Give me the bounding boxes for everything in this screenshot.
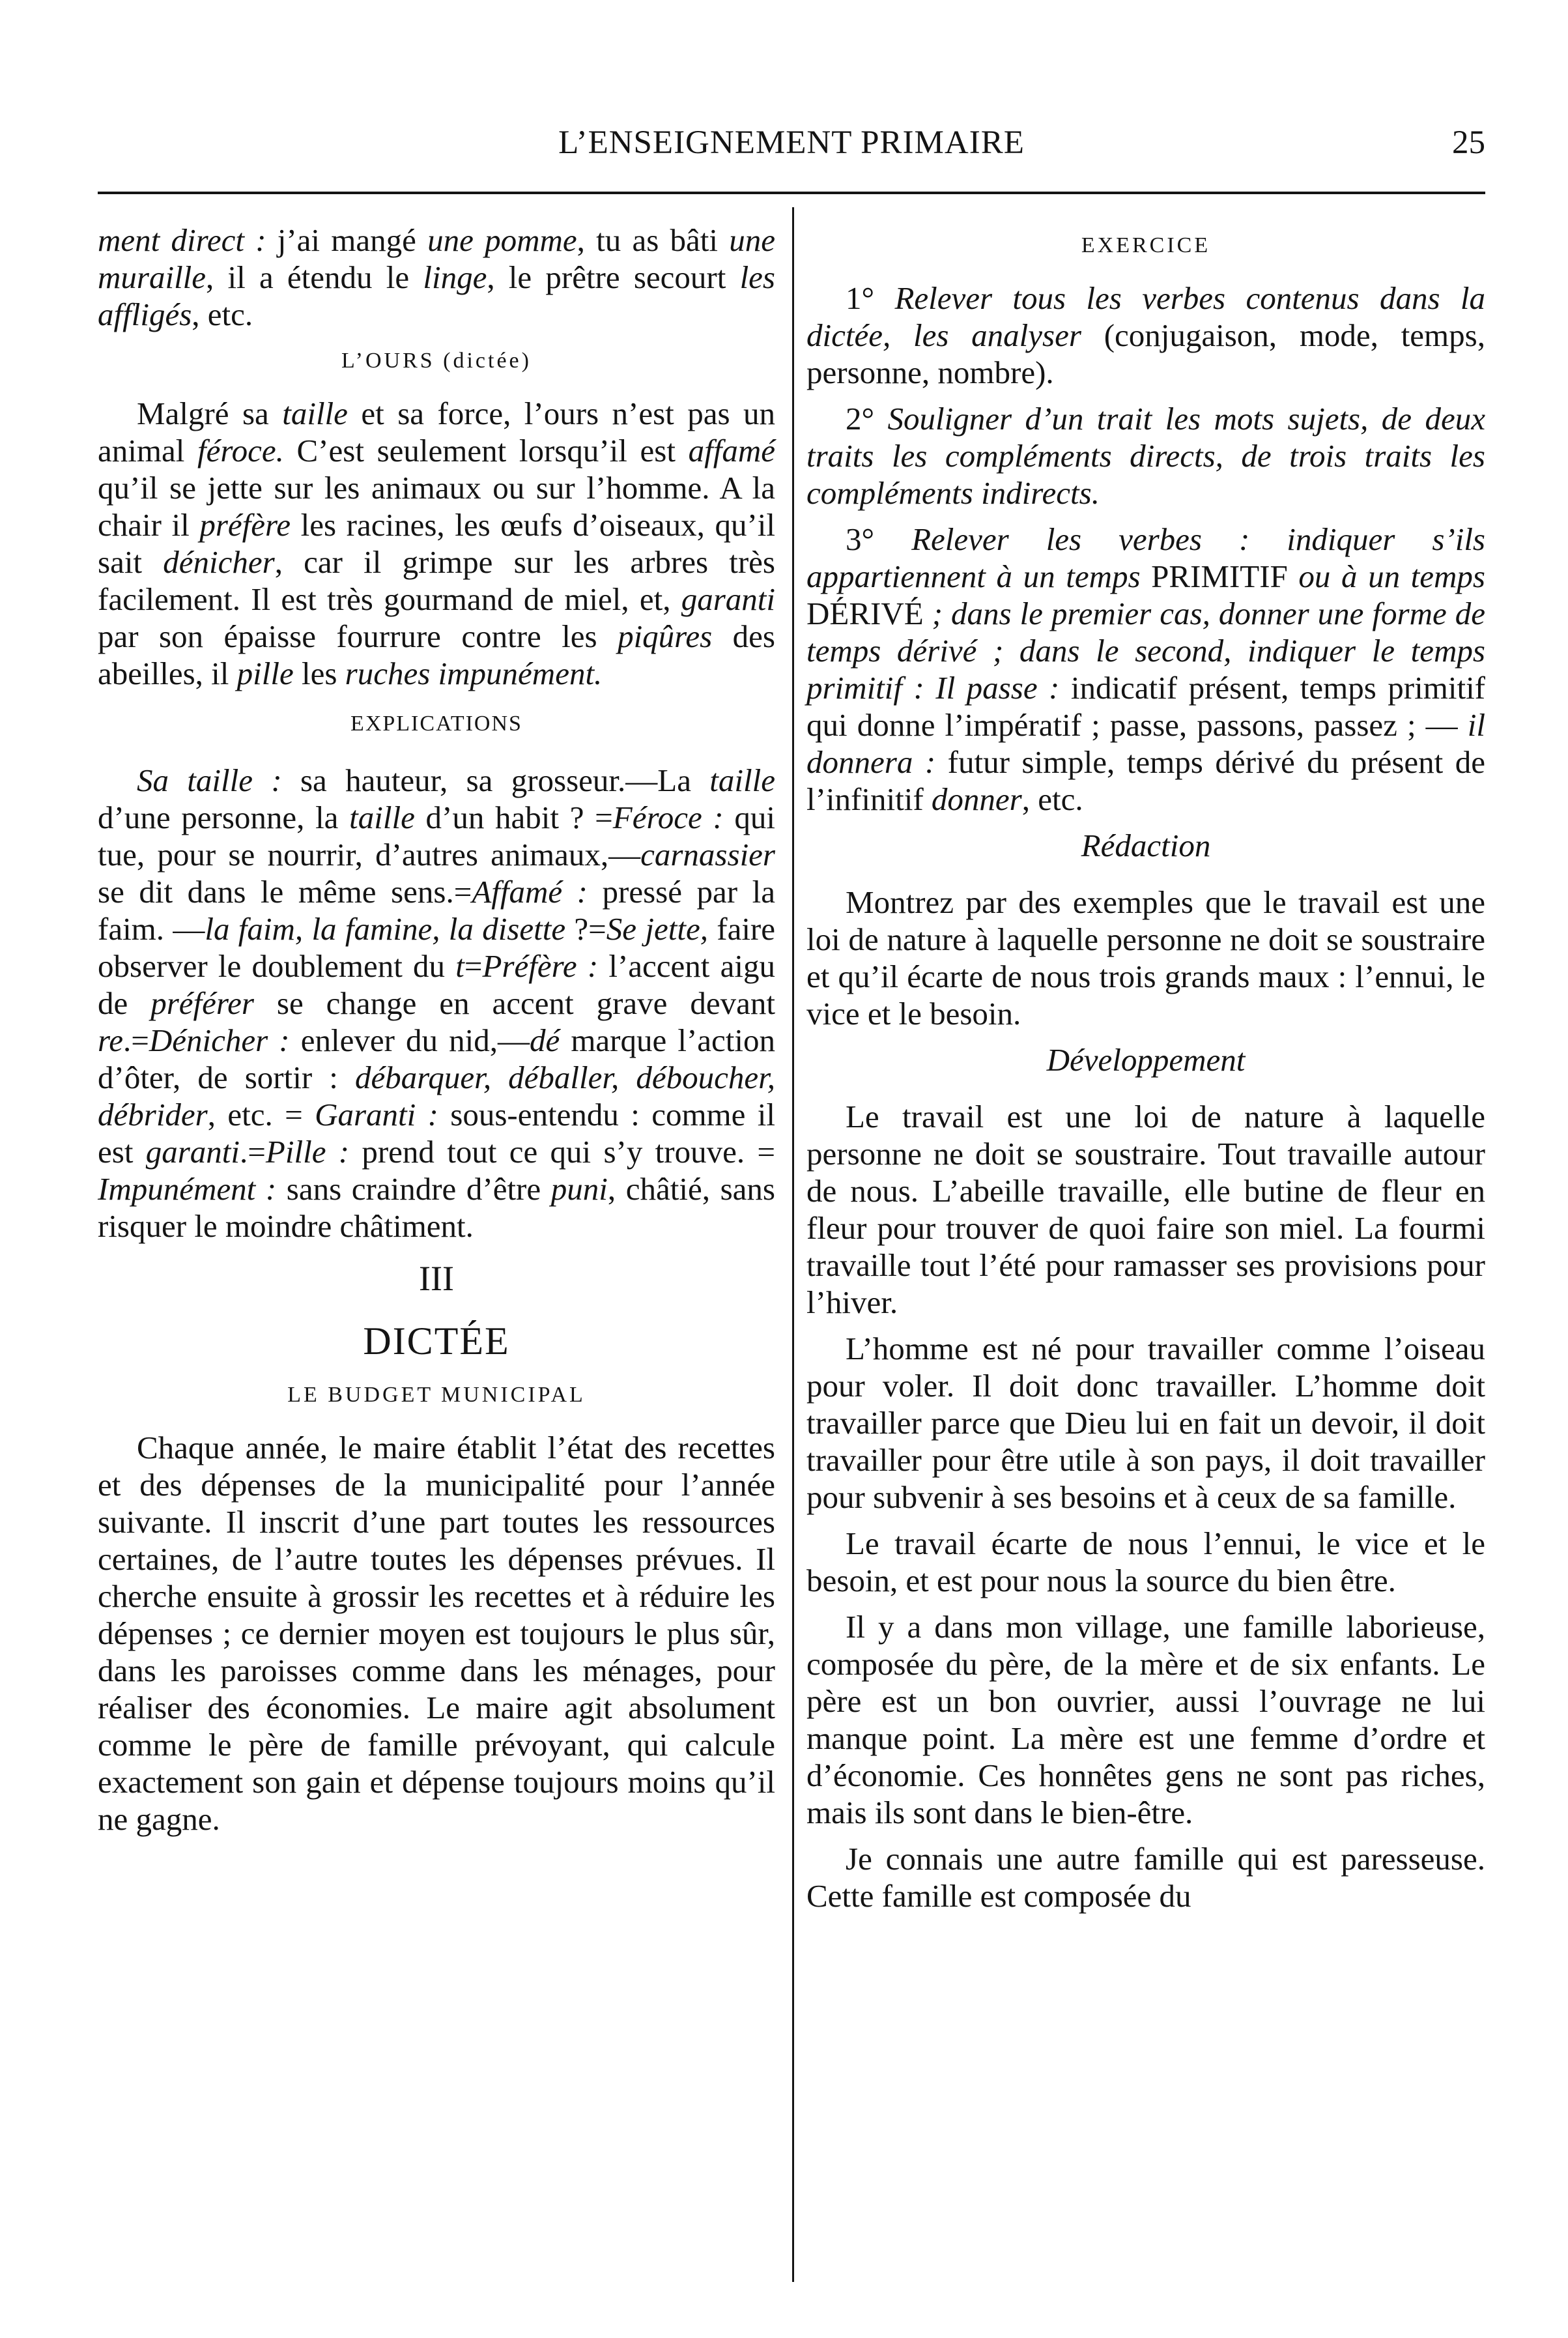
italic-text-run: Relever les verbes : indiquer s’ils appartiennent à un temps bbox=[806, 521, 1485, 594]
text-run: Malgré sa bbox=[137, 396, 283, 431]
italic-text-run: préfère bbox=[199, 507, 291, 543]
dictee-title: DICTÉE bbox=[363, 1320, 510, 1363]
italic-text-run: pille bbox=[236, 656, 294, 691]
section-number: III bbox=[419, 1259, 454, 1298]
italic-text-run: affamé bbox=[688, 433, 775, 469]
text-run: par son épaisse fourrure contre les bbox=[98, 618, 618, 654]
text-run: des abeilles, il bbox=[98, 618, 775, 691]
italic-text-run: taille bbox=[709, 762, 775, 798]
text-run: d’un habit ? = bbox=[414, 800, 613, 835]
text-run: marque l’action d’ôter, de sortir : bbox=[98, 1022, 775, 1095]
italic-text-run: la faim, la famine, la disette bbox=[205, 911, 566, 947]
text-run: , etc. bbox=[1021, 781, 1083, 817]
italic-text-run: piqûres bbox=[618, 618, 713, 654]
text-run: = bbox=[464, 948, 483, 984]
exercise-item-1 bbox=[806, 280, 1485, 391]
text-run: enlever du nid,— bbox=[289, 1022, 530, 1058]
text-run: futur simple, temps dérivé du présent de l’infinitif bbox=[806, 744, 1485, 817]
italic-text-run: Affamé : bbox=[472, 874, 588, 910]
italic-text-run: taille bbox=[349, 800, 415, 835]
italic-text-run: il donnera : bbox=[806, 707, 1485, 780]
italic-text-run: féroce. bbox=[197, 433, 284, 469]
section-heading-exercice: EXERCICE bbox=[1081, 233, 1211, 257]
italic-text-run: ruches impunément. bbox=[345, 656, 603, 691]
page-number: 25 bbox=[1452, 124, 1485, 161]
text-run: PRIMITIF bbox=[1151, 558, 1288, 594]
developpement-paragraph-5: Je connais une autre famille qui est paresseuse. Cette famille est composée du bbox=[806, 1841, 1485, 1914]
italic-text-run: Se jette, bbox=[606, 911, 708, 947]
left-column bbox=[98, 222, 775, 1847]
developpement-paragraph-2: L’homme est né pour travailler comme l’oiseau pour voler. Il doit donc travailler. L’homme doit travailler parce que Dieu lui en fait un devoir, il doit travailler pour être utile à son pays, il doit travailler pour subvenir à ses besoins et à ceux de sa famille. bbox=[806, 1331, 1485, 1515]
text-run: , tu as bâti bbox=[577, 222, 730, 258]
text-run: , etc. = bbox=[207, 1097, 315, 1133]
text-run: , le prêtre secourt bbox=[487, 259, 740, 295]
text-run: l’accent aigu de bbox=[98, 948, 775, 1021]
italic-text-run: Souligner d’un trait les mots sujets, de deux traits les compléments directs, de trois traits les compléments indirects. bbox=[806, 401, 1485, 511]
italic-text-run: Dénicher : bbox=[149, 1022, 290, 1058]
italic-text-run: linge bbox=[423, 259, 487, 295]
text-run: , il a étendu le bbox=[206, 259, 423, 295]
redaction-paragraph: Montrez par des exemples que le travail est une loi de nature à laquelle personne ne doit se soustraire et qu’il écarte de nous trois grands maux : l’ennui, le vice et le besoin. bbox=[806, 884, 1485, 1032]
text-run: d’une personne, la bbox=[98, 800, 350, 835]
italic-text-run: carnassier bbox=[640, 837, 775, 873]
italic-text-run: ou à un temps bbox=[1287, 558, 1485, 594]
text-run: se change en accent grave devant bbox=[253, 985, 775, 1021]
developpement-paragraph-4: Il y a dans mon village, une famille laborieuse, composée du père, de la mère et de six enfants. Le père est un bon ouvrier, aussi l’ouvrage ne lui manque point. La mère est une femme d’ordre et d’économie. Ces honnêtes gens ne sont pas riches, mais ils sont dans le bien-être. bbox=[806, 1609, 1485, 1830]
text-run: les racines, les œufs d’oiseaux, qu’il sait bbox=[98, 507, 775, 580]
exercise-item-2 bbox=[806, 400, 1485, 512]
column-divider bbox=[792, 207, 794, 2282]
exercise-item-3 bbox=[806, 521, 1485, 818]
italic-text-run: dé bbox=[529, 1022, 560, 1058]
developpement-paragraph-3: Le travail écarte de nous l’ennui, le vice et le besoin, et est pour nous la source du bien être. bbox=[806, 1525, 1485, 1598]
text-run: sans craindre d’être bbox=[276, 1171, 551, 1207]
italic-text-run: Garanti : bbox=[315, 1097, 438, 1133]
section-heading-explications: EXPLICATIONS bbox=[350, 712, 522, 736]
italic-text-run: t bbox=[455, 948, 464, 984]
italic-text-run: dénicher bbox=[163, 544, 275, 580]
text-run: sa hauteur, sa grosseur.—La bbox=[281, 762, 710, 798]
page-header bbox=[98, 124, 1485, 176]
text-run: .= bbox=[123, 1022, 149, 1058]
text-run: ?= bbox=[565, 911, 606, 947]
text-run: C’est seulement lorsqu’il est bbox=[283, 433, 689, 469]
section-heading-ours: L’OURS (dictée) bbox=[341, 349, 532, 373]
italic-text-run: garanti bbox=[681, 581, 775, 617]
italic-text-run: donner bbox=[931, 781, 1022, 817]
budget-paragraph: Chaque année, le maire établit l’état des recettes et des dépenses de la municipalité pour l’année suivante. Il inscrit d’une part toutes les ressources certaines, de l’autre toutes les dépenses prévues. Il cherche ensuite à grossir les recettes et à réduire les dépenses ; ce dernier moyen est toujours le plus sûr, dans les paroisses comme dans les ménages, pour réaliser des économies. Le maire agit absolument comme le père de famille prévoyant, qui calcule exactement son gain et dépense toujours moins qu’il ne gagne. bbox=[98, 1430, 775, 1837]
text-run: 2° bbox=[846, 401, 888, 437]
paragraph-continuation bbox=[98, 222, 775, 333]
text-run: , etc. bbox=[192, 296, 253, 332]
developpement-paragraph-1: Le travail est une loi de nature à laquelle personne ne doit se soustraire. Tout travaille autour de nous. L’abeille travaille, elle butine de fleur en fleur pour trouver de quoi faire son miel. La fourmi travaille tout l’été pour ramasser ses provisions pour l’hiver. bbox=[806, 1099, 1485, 1320]
header-rule bbox=[98, 192, 1485, 194]
text-run: indicatif présent, temps primitif qui donne l’impératif ; passe, passons, passez ; — bbox=[806, 670, 1485, 743]
italic-text-run: Relever tous les verbes contenus dans la dictée, les analyser bbox=[806, 280, 1485, 353]
right-column bbox=[806, 222, 1485, 1924]
italic-text-run: ; dans le premier cas, donner une forme de temps dérivé ; dans le second, indiquer le temps primitif : Il passe : bbox=[806, 596, 1485, 706]
text-run: les bbox=[293, 656, 345, 691]
text-run: , châtié, sans risquer le moindre châtiment. bbox=[98, 1171, 775, 1244]
italic-text-run: Pille : bbox=[265, 1134, 350, 1170]
text-run: 3° bbox=[846, 521, 912, 557]
italic-text-run: les affligés bbox=[98, 259, 775, 332]
italic-text-run: taille bbox=[282, 396, 348, 431]
italic-text-run: Préfère : bbox=[482, 948, 599, 984]
text-run: faire observer le doublement du bbox=[98, 911, 776, 984]
italic-text-run: une muraille bbox=[98, 222, 775, 295]
explications-paragraph bbox=[98, 762, 775, 1245]
text-run: sous-entendu : comme il est bbox=[98, 1097, 775, 1170]
italic-text-run: garanti bbox=[145, 1134, 240, 1170]
italic-text-run: re bbox=[98, 1022, 123, 1058]
ours-paragraph bbox=[98, 395, 775, 692]
text-run: , car il grimpe sur les arbres très facilement. Il est très gourmand de miel, et, bbox=[98, 544, 776, 617]
text-run: 1° bbox=[846, 280, 895, 316]
developpement-heading: Développement bbox=[1046, 1042, 1246, 1078]
text-run: qu’il se jette sur les animaux ou sur l’homme. A la chair il bbox=[98, 470, 775, 543]
text-run: se dit dans le même sens.= bbox=[98, 874, 472, 910]
italic-text-run: Féroce : bbox=[612, 800, 724, 835]
text-run: pressé par la faim. — bbox=[98, 874, 775, 947]
text-run: j’ai mangé bbox=[266, 222, 428, 258]
italic-text-run: ment direct : bbox=[98, 222, 266, 258]
italic-text-run: une pomme bbox=[427, 222, 577, 258]
text-run: .= bbox=[240, 1134, 266, 1170]
text-run: qui tue, pour se nourrir, d’autres animaux,— bbox=[98, 800, 776, 873]
text-run: et sa force, l’ours n’est pas un animal bbox=[98, 396, 775, 469]
redaction-heading: Rédaction bbox=[1081, 828, 1211, 863]
text-run: DÉRIVÉ bbox=[806, 596, 924, 631]
italic-text-run: Sa taille : bbox=[137, 762, 282, 798]
text-run: (conjugaison, mode, temps, personne, nombre). bbox=[806, 317, 1485, 390]
italic-text-run: préférer bbox=[150, 985, 254, 1021]
italic-text-run: débarquer, déballer, déboucher, débrider bbox=[98, 1060, 775, 1133]
running-title: L’ENSEIGNEMENT PRIMAIRE bbox=[558, 124, 1025, 161]
section-heading-budget: LE BUDGET MUNICIPAL bbox=[287, 1383, 586, 1407]
text-run: prend tout ce qui s’y trouve. = bbox=[349, 1134, 775, 1170]
italic-text-run: puni bbox=[550, 1171, 608, 1207]
italic-text-run: Impunément : bbox=[98, 1171, 277, 1207]
